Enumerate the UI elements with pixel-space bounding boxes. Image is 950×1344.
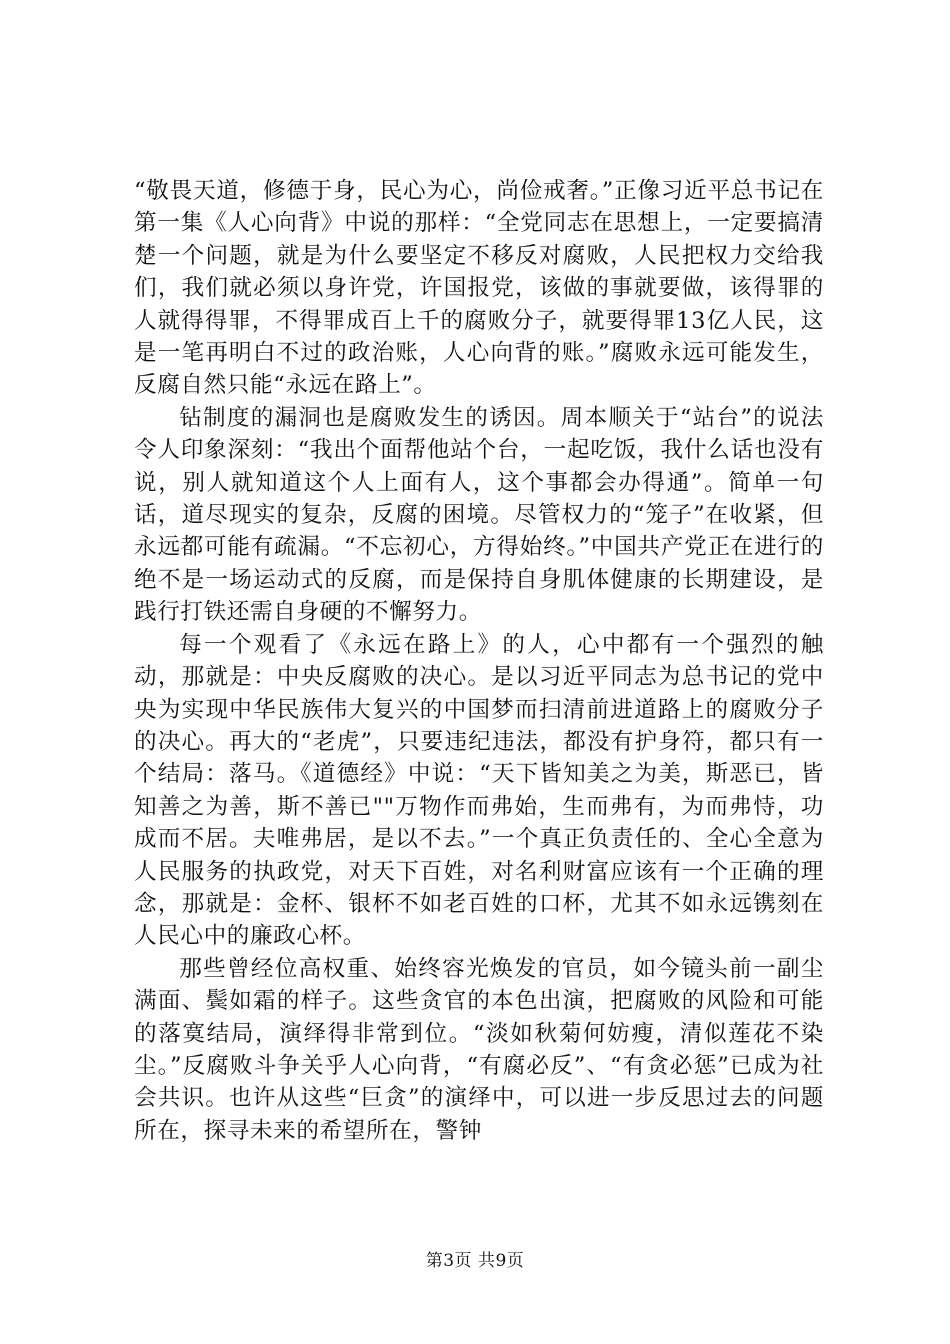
paragraph-4: 那些曾经位高权重、始终容光焕发的官员，如今镜头前一副尘满面、鬓如霜的样子。这些贪官的本色出演，把腐败的风险和可能的落寞结局，演绎得非常到位。“淡如秋菊何妨瘦，清似莲花不染尘。”反腐败斗争关乎人心向背，“有腐必反”、“有贪必惩”已成为社会共识。也许从这些“巨贪”的演绎中，可以进一步反思过去的问题所在，探寻未来的希望所在，警钟	[134, 955, 824, 1144]
page-number-footer: 第3页 共9页	[425, 1251, 525, 1271]
paragraph-1: “敬畏天道，修德于身，民心为心，尚俭戒奢。”正像习近平总书记在第一集《人心向背》中说的那样：“全党同志在思想上，一定要搞清楚一个问题，就是为什么要坚定不移反对腐败，人民把权力交给我们，我们就必须以身许党，许国报党，该做的事就要做，该得罪的人就得得罪，不得罪成百上千的腐败分子，就要得罪13亿人民，这是一笔再明白不过的政治账，人心向背的账。”腐败永远可能发生，反腐自然只能“永远在路上”。	[134, 178, 824, 399]
document-body	[134, 175, 824, 1147]
paragraph-3: 每一个观看了《永远在路上》的人，心中都有一个强烈的触动，那就是：中央反腐败的决心。是以习近平同志为总书记的党中央为实现中华民族伟大复兴的中国梦而扫清前进道路上的腐败分子的决心。再大的“老虎”，只要违纪违法，都没有护身符，都只有一个结局：落马。《道德经》中说：“天下皆知美之为美，斯恶已，皆知善之为善，斯不善已""万物作而弗始，生而弗有，为而弗恃，功成而不居。夫唯弗居，是以不去。”一个真正负责任的、全心全意为人民服务的执政党，对天下百姓，对名利财富应该有一个正确的理念，那就是：金杯、银杯不如老百姓的口杯，尤其不如永远镌刻在人民心中的廉政心杯。	[134, 631, 824, 950]
paragraph-2: 钻制度的漏洞也是腐败发生的诱因。周本顺关于“站台”的说法令人印象深刻：“我出个面帮他站个台，一起吃饭，我什么话也没有说，别人就知道这个人上面有人，这个事都会办得通”。简单一句话，道尽现实的复杂，反腐的困境。尽管权力的“笼子”在收紧，但永远都可能有疏漏。“不忘初心，方得始终。”中国共产党正在进行的绝不是一场运动式的反腐，而是保持自身肌体健康的长期建设，是践行打铁还需自身硬的不懈努力。	[134, 404, 824, 626]
